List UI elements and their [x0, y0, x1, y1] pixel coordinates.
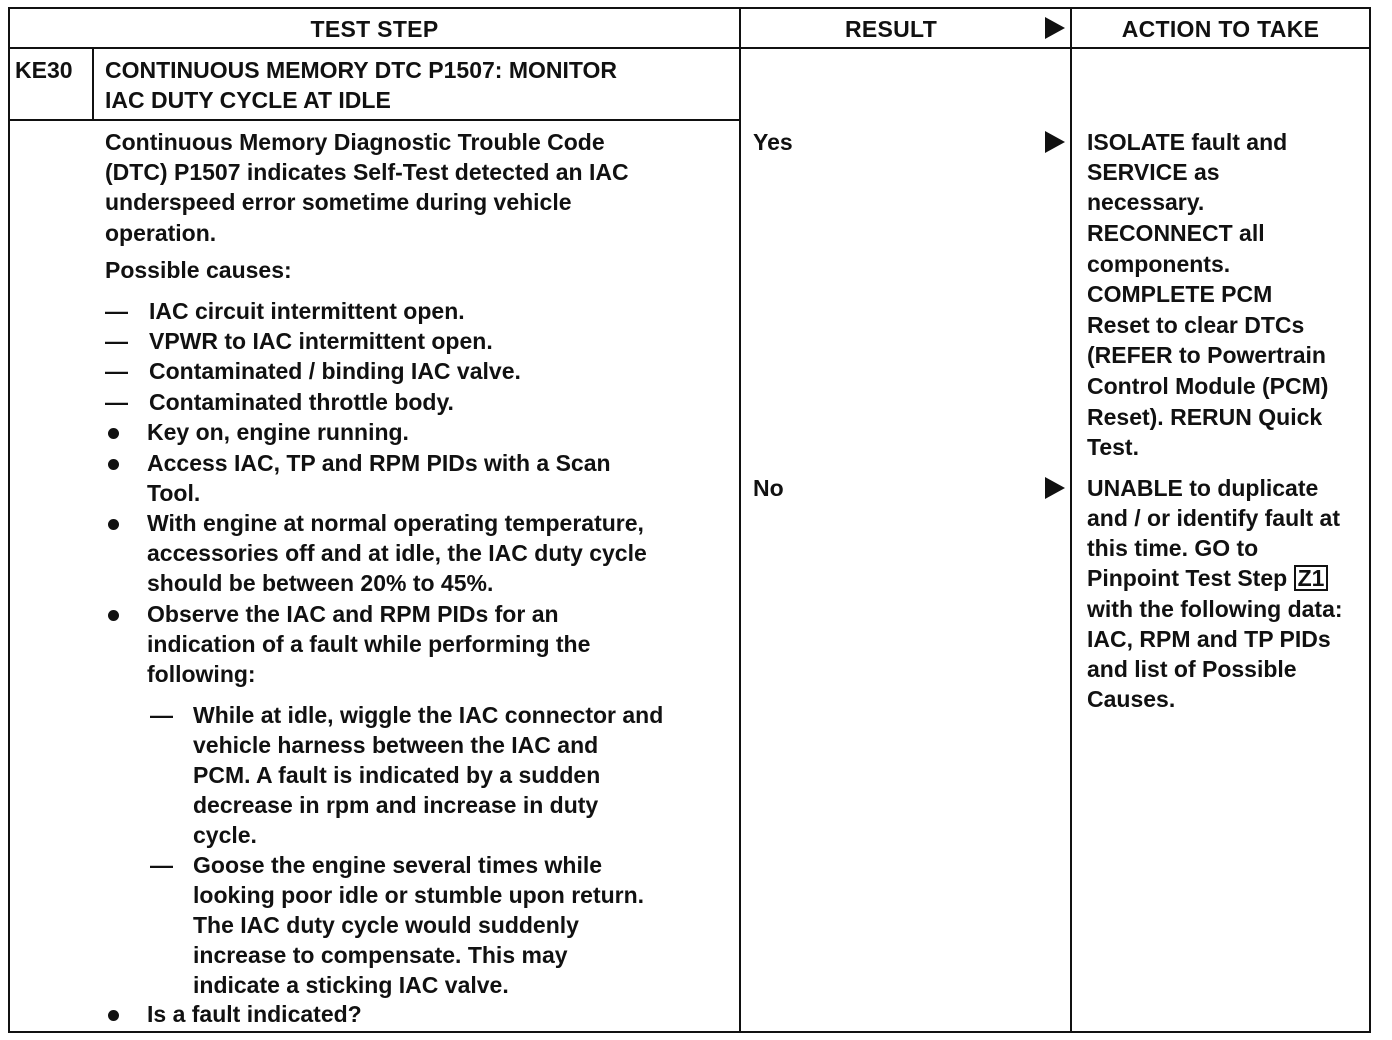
sub-step-line: decrease in rpm and increase in duty	[193, 792, 599, 818]
step-title-line-1: CONTINUOUS MEMORY DTC P1507: MONITOR	[105, 57, 618, 83]
bullet-icon	[108, 1010, 119, 1021]
step-title-line-2: IAC DUTY CYCLE AT IDLE	[105, 87, 391, 113]
cause-item: Contaminated throttle body.	[149, 389, 454, 415]
action-no-line: Causes.	[1087, 686, 1176, 712]
bullet-icon	[108, 519, 119, 530]
bullet-icon	[108, 428, 119, 439]
action-yes-line: Reset to clear DTCs	[1087, 312, 1305, 338]
cause-item: Contaminated / binding IAC valve.	[149, 358, 521, 384]
bullet-icon	[108, 610, 119, 621]
dash-icon: —	[150, 852, 173, 878]
bullet-line: Key on, engine running.	[147, 419, 409, 445]
action-yes-line: ISOLATE fault and	[1087, 129, 1288, 155]
action-no-pinpoint-line	[1087, 563, 1328, 593]
result-column-divider	[739, 7, 741, 1033]
result-arrow-icon	[1045, 477, 1065, 499]
action-no-line: IAC, RPM and TP PIDs	[1087, 626, 1331, 652]
result-no: No	[753, 475, 784, 501]
intro-line: operation.	[105, 220, 217, 246]
action-no-line: and list of Possible	[1087, 656, 1297, 682]
result-arrow-icon	[1045, 131, 1065, 153]
action-yes-line: Reset). RERUN Quick	[1087, 404, 1323, 430]
action-yes-line: (REFER to Powertrain	[1087, 342, 1326, 368]
cause-item: VPWR to IAC intermittent open.	[149, 328, 493, 354]
intro-line: (DTC) P1507 indicates Self-Test detected an IAC	[105, 159, 629, 185]
header-result: RESULT	[844, 16, 938, 42]
sub-step-line: PCM. A fault is indicated by a sudden	[193, 762, 601, 788]
dash-icon: —	[105, 389, 128, 415]
sub-step-line: The IAC duty cycle would suddenly	[193, 912, 579, 938]
pinpoint-step-z1-link[interactable]: Z1	[1294, 565, 1329, 591]
dash-icon: —	[105, 328, 128, 354]
table-left-border	[8, 7, 10, 1033]
step-id-divider	[92, 47, 94, 121]
intro-line: Continuous Memory Diagnostic Trouble Code	[105, 129, 605, 155]
bullet-line: Tool.	[147, 480, 201, 506]
header-test-step: TEST STEP	[310, 16, 439, 42]
bullet-line: indication of a fault while performing the	[147, 631, 591, 657]
sub-step-line: looking poor idle or stumble upon return.	[193, 882, 645, 908]
bullet-line: accessories off and at idle, the IAC duty cycle	[147, 540, 647, 566]
action-yes-line: SERVICE as	[1087, 159, 1220, 185]
sub-step-line: Goose the engine several times while	[193, 852, 603, 878]
action-no-line: and / or identify fault at	[1087, 505, 1341, 531]
bullet-line: following:	[147, 661, 256, 687]
header-action-to-take: ACTION TO TAKE	[1121, 16, 1320, 42]
table-right-border	[1369, 7, 1371, 1033]
result-yes: Yes	[753, 129, 793, 155]
action-no-line: this time. GO to	[1087, 535, 1259, 561]
action-no-line: UNABLE to duplicate	[1087, 475, 1319, 501]
possible-causes-label: Possible causes:	[105, 257, 292, 283]
sub-step-line: indicate a sticking IAC valve.	[193, 972, 509, 998]
dash-icon: —	[105, 358, 128, 384]
dash-icon: —	[150, 702, 173, 728]
step-title-bottom-border	[8, 119, 739, 121]
sub-step-line: increase to compensate. This may	[193, 942, 568, 968]
bullet-line: Access IAC, TP and RPM PIDs with a Scan	[147, 450, 611, 476]
action-yes-line: necessary.	[1087, 189, 1205, 215]
table-bottom-border	[8, 1031, 1371, 1033]
bullet-line: Observe the IAC and RPM PIDs for an	[147, 601, 559, 627]
pinpoint-prefix: Pinpoint Test Step	[1087, 565, 1294, 591]
action-yes-line: Test.	[1087, 434, 1139, 460]
action-yes-line: components.	[1087, 251, 1231, 277]
question: Is a fault indicated?	[147, 1001, 362, 1027]
action-no-line: with the following data:	[1087, 596, 1343, 622]
bullet-line: With engine at normal operating temperature,	[147, 510, 644, 536]
sub-step-line: vehicle harness between the IAC and	[193, 732, 599, 758]
action-yes-line: RECONNECT all	[1087, 220, 1265, 246]
action-column-divider	[1070, 7, 1072, 1033]
action-yes-line: Control Module (PCM)	[1087, 373, 1329, 399]
header-arrow-icon	[1045, 17, 1065, 39]
intro-line: underspeed error sometime during vehicle	[105, 189, 572, 215]
sub-step-line: While at idle, wiggle the IAC connector and	[193, 702, 664, 728]
bullet-line: should be between 20% to 45%.	[147, 570, 494, 596]
dash-icon: —	[105, 298, 128, 324]
action-yes-line: COMPLETE PCM	[1087, 281, 1273, 307]
cause-item: IAC circuit intermittent open.	[149, 298, 465, 324]
sub-step-line: cycle.	[193, 822, 257, 848]
step-id: KE30	[15, 57, 73, 83]
bullet-icon	[108, 459, 119, 470]
